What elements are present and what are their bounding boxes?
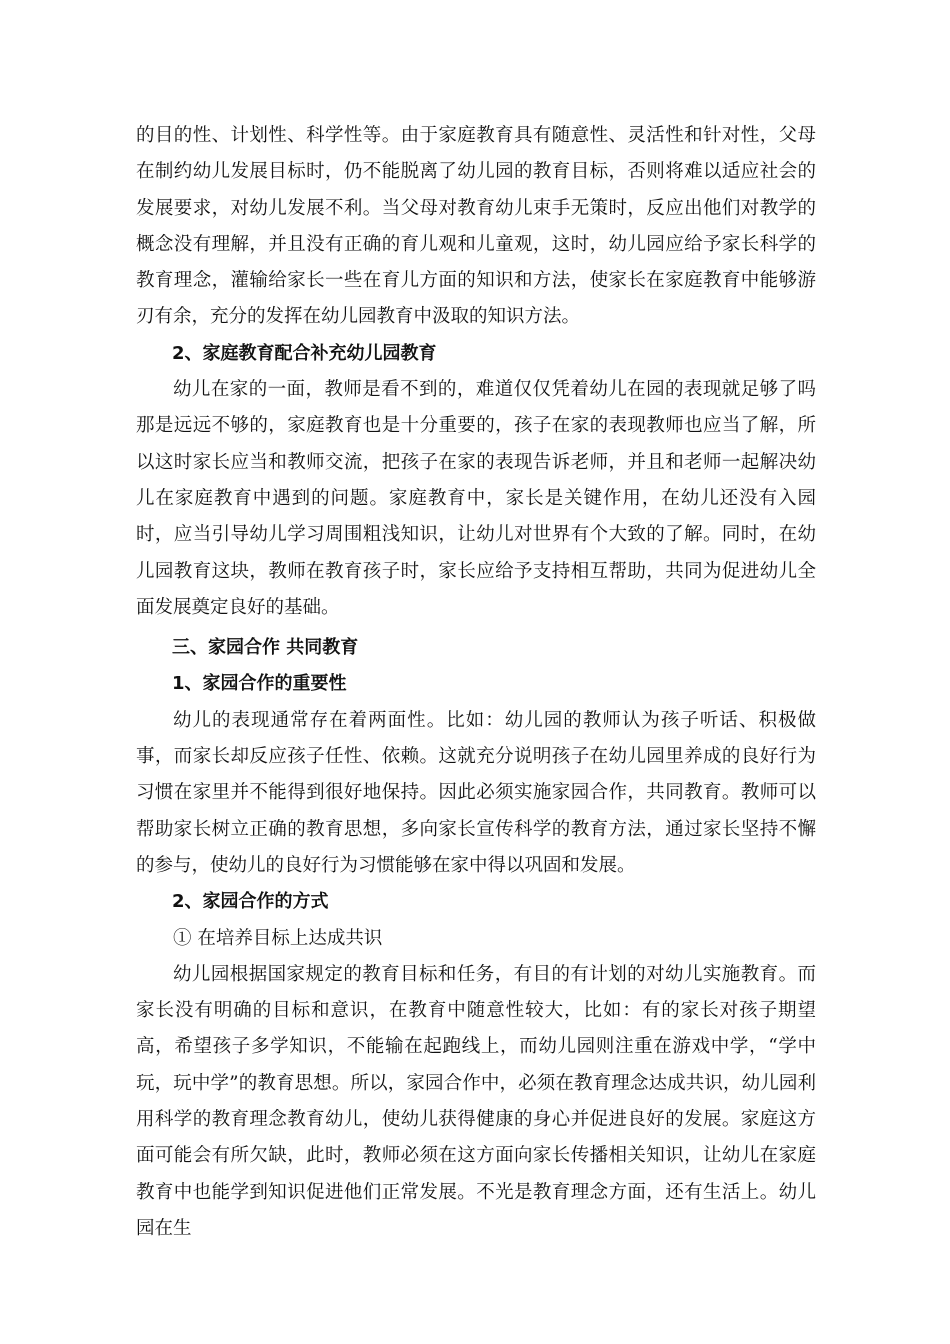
- paragraph-continued: 的目的性、计划性、科学性等。由于家庭教育具有随意性、灵活性和针对性，父母在制约幼儿发展目标时，仍不能脱离了幼儿园的教育目标，否则将难以适应社会的发展要求，对幼儿发展不利。当父母对教育幼儿束手无策时，反应出他们对教学的概念没有理解，并且没有正确的育儿观和儿童观，这时，幼儿园应给予家长科学的教育理念，灌输给家长一些在育儿方面的知识和方法，使家长在家庭教育中能够游刃有余，充分的发挥在幼儿园教育中汲取的知识方法。: [136, 125, 816, 328]
- paragraph-consensus: 幼儿园根据国家规定的教育目标和任务，有目的有计划的对幼儿实施教育。而家长没有明确的目标和意识，在教育中随意性较大，比如：有的家长对孩子期望高，希望孩子多学知识，不能输在起跑线上，而幼儿园则注重在游戏中学，“学中玩，玩中学”的教育思想。所以，家园合作中，必须在教育理念达成共识，幼儿园利用科学的教育理念教育幼儿，使幼儿获得健康的身心并促进良好的发展。家庭这方面可能会有所欠缺，此时，教师必须在这方面向家长传播相关知识，让幼儿在家庭教育中也能学到知识促进他们正常发展。不光是教育理念方面，还有生活上。幼儿园在生: [136, 963, 816, 1239]
- paragraph-family-education: 幼儿在家的一面，教师是看不到的，难道仅仅凭着幼儿在园的表现就足够了吗那是远远不够的，家庭教育也是十分重要的，孩子在家的表现教师也应当了解，所以这时家长应当和教师交流，把孩子在家的表现告诉老师，并且和老师一起解决幼儿在家庭教育中遇到的问题。家庭教育中，家长是关键作用，在幼儿还没有入园时，应当引导幼儿学习周围粗浅知识，让幼儿对世界有个大致的了解。同时，在幼儿园教育这块，教师在教育孩子时，家长应给予支持相互帮助，共同为促进幼儿全面发展奠定良好的基础。: [136, 379, 816, 618]
- document-page: [136, 118, 816, 1247]
- heading-importance: 1、家园合作的重要性: [172, 673, 347, 695]
- heading-section-three: 三、家园合作 共同教育: [172, 637, 359, 659]
- paragraph-importance: 幼儿的表现通常存在着两面性。比如：幼儿园的教师认为孩子听话、积极做事，而家长却反应孩子任性、依赖。这就充分说明孩子在幼儿园里养成的良好行为习惯在家里并不能得到很好地保持。因此必须实施家园合作，共同教育。教师可以帮助家长树立正确的教育思想，多向家长宣传科学的教育方法，通过家长坚持不懈的参与，使幼儿的良好行为习惯能够在家中得以巩固和发展。: [136, 709, 816, 876]
- heading-family-education-supplement: 2、家庭教育配合补充幼儿园教育: [172, 342, 437, 364]
- heading-methods: 2、家园合作的方式: [172, 891, 329, 913]
- subitem-consensus: ① 在培养目标上达成共识: [173, 927, 383, 949]
